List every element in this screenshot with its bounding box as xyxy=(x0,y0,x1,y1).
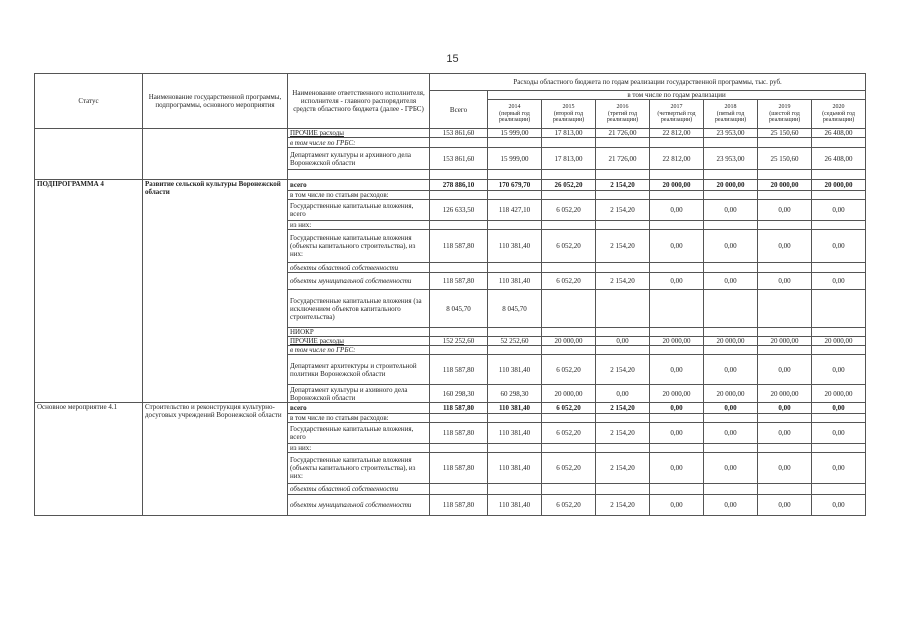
year-value-cell xyxy=(542,191,596,200)
year-value-cell xyxy=(758,138,812,148)
total-cell: 278 886,10 xyxy=(430,180,488,191)
year-value-cell: 2 154,20 xyxy=(596,180,650,191)
header-year-value: 2020 xyxy=(832,104,845,111)
year-value-cell xyxy=(704,290,758,328)
row-label: объекты муниципальной собственности xyxy=(288,273,430,290)
header-total: Всего xyxy=(430,91,488,129)
year-value-cell: 20 000,00 xyxy=(650,337,704,346)
year-value-cell: 2 154,20 xyxy=(596,453,650,484)
year-value-cell: 0,00 xyxy=(758,200,812,221)
name-cell: Строительство и реконструкция культурно-досуговых учреждений Воронежской области xyxy=(143,403,288,516)
year-value-cell: 6 052,20 xyxy=(542,273,596,290)
year-value-cell xyxy=(812,170,866,180)
row-label: Государственные капитальные вложения (за исключением объектов капитального строительства) xyxy=(288,290,430,328)
year-value-cell: 20 000,00 xyxy=(758,337,812,346)
row-label xyxy=(288,170,430,180)
year-value-cell: 0,00 xyxy=(812,423,866,444)
year-value-cell xyxy=(758,221,812,230)
year-value-cell xyxy=(596,414,650,423)
year-value-cell xyxy=(596,290,650,328)
year-value-cell: 2 154,20 xyxy=(596,355,650,385)
total-cell xyxy=(430,484,488,495)
year-value-cell xyxy=(488,170,542,180)
year-value-cell xyxy=(812,191,866,200)
year-value-cell xyxy=(812,414,866,423)
year-value-cell xyxy=(812,221,866,230)
header-year-note: (первый год реализации) xyxy=(498,110,531,124)
name-cell xyxy=(143,129,288,180)
year-value-cell: 20 000,00 xyxy=(758,180,812,191)
header-year-value: 2014 xyxy=(508,104,521,111)
total-cell: 118 587,80 xyxy=(430,355,488,385)
year-value-cell: 110 381,40 xyxy=(488,453,542,484)
status-cell xyxy=(35,129,143,180)
year-value-cell: 21 726,00 xyxy=(596,148,650,170)
header-year-2016 xyxy=(596,100,650,129)
row-label: всего xyxy=(288,180,430,191)
year-value-cell xyxy=(812,346,866,355)
year-value-cell: 110 381,40 xyxy=(488,403,542,414)
header-executor: Наименование ответственного исполнителя, исполнителя - главного распорядителя средств областного бюджета (далее - ГРБС) xyxy=(288,74,430,129)
year-value-cell: 0,00 xyxy=(704,355,758,385)
year-value-cell xyxy=(758,290,812,328)
year-value-cell: 21 726,00 xyxy=(596,129,650,138)
name-cell: Развитие сельской культуры Воронежской области xyxy=(143,180,288,403)
row-label: Государственные капитальные вложения (объекты капитального строительства), из них: xyxy=(288,453,430,484)
year-value-cell xyxy=(704,328,758,337)
year-value-cell: 6 052,20 xyxy=(542,355,596,385)
year-value-cell: 6 052,20 xyxy=(542,230,596,263)
header-year-2017 xyxy=(650,100,704,129)
year-value-cell: 0,00 xyxy=(812,200,866,221)
year-value-cell: 20 000,00 xyxy=(812,337,866,346)
year-value-cell xyxy=(758,484,812,495)
year-value-cell xyxy=(704,170,758,180)
row-label: из них: xyxy=(288,444,430,453)
total-cell xyxy=(430,263,488,273)
year-value-cell: 0,00 xyxy=(704,230,758,263)
row-label: Департамент архитектуры и строительной политики Воронежской области xyxy=(288,355,430,385)
total-cell: 118 587,80 xyxy=(430,230,488,263)
year-value-cell xyxy=(596,263,650,273)
year-value-cell xyxy=(704,484,758,495)
header-year-2014 xyxy=(488,100,542,129)
header-by-years: в том числе по годам реализации xyxy=(488,91,866,100)
row-label: ПРОЧИЕ расходы xyxy=(288,337,430,346)
row-label: Государственные капитальные вложения (объекты капитального строительства), из них: xyxy=(288,230,430,263)
year-value-cell: 20 000,00 xyxy=(542,385,596,403)
year-value-cell xyxy=(596,444,650,453)
header-year-value: 2015 xyxy=(562,104,575,111)
total-cell: 152 252,60 xyxy=(430,337,488,346)
year-value-cell: 0,00 xyxy=(650,355,704,385)
year-value-cell xyxy=(704,191,758,200)
year-value-cell: 110 381,40 xyxy=(488,230,542,263)
year-value-cell: 2 154,20 xyxy=(596,423,650,444)
year-value-cell xyxy=(650,328,704,337)
year-value-cell: 23 953,00 xyxy=(704,129,758,138)
row-label: в том числе по статьям расходов: xyxy=(288,414,430,423)
row-label: Государственные капитальные вложения, всего xyxy=(288,200,430,221)
total-cell: 118 587,80 xyxy=(430,273,488,290)
year-value-cell: 0,00 xyxy=(758,423,812,444)
total-cell xyxy=(430,414,488,423)
row-label: в том числе по ГРБС: xyxy=(288,346,430,355)
year-value-cell: 2 154,20 xyxy=(596,200,650,221)
total-cell xyxy=(430,346,488,355)
year-value-cell: 20 000,00 xyxy=(812,180,866,191)
header-year-value: 2016 xyxy=(616,104,629,111)
year-value-cell xyxy=(596,484,650,495)
year-value-cell xyxy=(704,138,758,148)
year-value-cell: 26 408,00 xyxy=(812,148,866,170)
year-value-cell xyxy=(758,328,812,337)
year-value-cell xyxy=(704,414,758,423)
year-value-cell: 0,00 xyxy=(758,230,812,263)
year-value-cell: 110 381,40 xyxy=(488,355,542,385)
year-value-cell xyxy=(542,328,596,337)
row-label: объекты областной собственности xyxy=(288,484,430,495)
year-value-cell: 2 154,20 xyxy=(596,273,650,290)
year-value-cell xyxy=(542,484,596,495)
total-cell xyxy=(430,170,488,180)
status-cell: Основное мероприятие 4.1 xyxy=(35,403,143,516)
header-year-2019 xyxy=(758,100,812,129)
year-value-cell xyxy=(488,414,542,423)
year-value-cell: 2 154,20 xyxy=(596,495,650,516)
year-value-cell xyxy=(812,138,866,148)
year-value-cell xyxy=(758,191,812,200)
year-value-cell xyxy=(812,263,866,273)
total-cell: 118 587,80 xyxy=(430,423,488,444)
page-number: 15 xyxy=(446,53,459,65)
year-value-cell: 0,00 xyxy=(650,453,704,484)
year-value-cell xyxy=(812,328,866,337)
year-value-cell xyxy=(758,263,812,273)
total-cell: 8 045,70 xyxy=(430,290,488,328)
year-value-cell: 0,00 xyxy=(812,355,866,385)
header-year-2020 xyxy=(812,100,866,129)
header-expenses: Расходы областного бюджета по годам реализации государственной программы, тыс. руб. xyxy=(430,74,866,91)
year-value-cell xyxy=(596,221,650,230)
year-value-cell xyxy=(542,414,596,423)
header-status: Статус xyxy=(35,74,143,129)
total-cell: 118 587,80 xyxy=(430,403,488,414)
year-value-cell: 110 381,40 xyxy=(488,423,542,444)
year-value-cell xyxy=(596,170,650,180)
year-value-cell: 6 052,20 xyxy=(542,495,596,516)
year-value-cell: 0,00 xyxy=(812,230,866,263)
year-value-cell xyxy=(488,221,542,230)
year-value-cell xyxy=(542,290,596,328)
total-cell xyxy=(430,328,488,337)
table-row xyxy=(35,129,866,138)
header-year-note: (четвертый год реализации) xyxy=(657,110,696,124)
total-cell: 153 861,60 xyxy=(430,148,488,170)
year-value-cell xyxy=(650,346,704,355)
header-year-value: 2017 xyxy=(670,104,683,111)
header-year-note: (шестой год реализации) xyxy=(768,110,801,124)
row-label: объекты областной собственности xyxy=(288,263,430,273)
header-year-2015 xyxy=(542,100,596,129)
year-value-cell xyxy=(542,138,596,148)
year-value-cell: 0,00 xyxy=(812,273,866,290)
year-value-cell: 6 052,20 xyxy=(542,200,596,221)
year-value-cell: 6 052,20 xyxy=(542,423,596,444)
year-value-cell xyxy=(488,263,542,273)
year-value-cell: 0,00 xyxy=(650,230,704,263)
year-value-cell xyxy=(704,263,758,273)
year-value-cell: 26 408,00 xyxy=(812,129,866,138)
year-value-cell xyxy=(704,346,758,355)
year-value-cell: 20 000,00 xyxy=(542,337,596,346)
row-label: ПРОЧИЕ расходы xyxy=(288,129,430,138)
year-value-cell: 0,00 xyxy=(704,273,758,290)
year-value-cell: 0,00 xyxy=(812,453,866,484)
year-value-cell: 17 813,00 xyxy=(542,129,596,138)
year-value-cell: 0,00 xyxy=(758,355,812,385)
year-value-cell xyxy=(650,414,704,423)
total-cell xyxy=(430,221,488,230)
table-body xyxy=(35,129,866,516)
year-value-cell xyxy=(488,191,542,200)
table-row xyxy=(35,180,866,191)
year-value-cell: 0,00 xyxy=(596,337,650,346)
year-value-cell: 25 150,60 xyxy=(758,148,812,170)
total-cell: 160 298,30 xyxy=(430,385,488,403)
year-value-cell xyxy=(650,191,704,200)
year-value-cell: 110 381,40 xyxy=(488,273,542,290)
total-cell: 153 861,60 xyxy=(430,129,488,138)
year-value-cell xyxy=(542,170,596,180)
year-value-cell xyxy=(758,346,812,355)
year-value-cell: 110 381,40 xyxy=(488,495,542,516)
year-value-cell xyxy=(650,290,704,328)
year-value-cell: 60 298,30 xyxy=(488,385,542,403)
year-value-cell xyxy=(596,191,650,200)
header-year-note: (седьмой год реализации) xyxy=(822,110,855,124)
row-label: объекты муниципальной собственности xyxy=(288,495,430,516)
year-value-cell xyxy=(488,346,542,355)
year-value-cell xyxy=(812,290,866,328)
year-value-cell xyxy=(812,444,866,453)
year-value-cell: 2 154,20 xyxy=(596,230,650,263)
year-value-cell: 22 812,00 xyxy=(650,148,704,170)
year-value-cell: 23 953,00 xyxy=(704,148,758,170)
year-value-cell: 15 999,00 xyxy=(488,148,542,170)
year-value-cell: 20 000,00 xyxy=(704,337,758,346)
row-label: Государственные капитальные вложения, всего xyxy=(288,423,430,444)
year-value-cell: 0,00 xyxy=(704,495,758,516)
year-value-cell: 25 150,60 xyxy=(758,129,812,138)
year-value-cell: 6 052,20 xyxy=(542,403,596,414)
year-value-cell xyxy=(650,444,704,453)
year-value-cell: 20 000,00 xyxy=(650,180,704,191)
year-value-cell xyxy=(650,170,704,180)
year-value-cell: 118 427,10 xyxy=(488,200,542,221)
year-value-cell xyxy=(704,221,758,230)
year-value-cell: 0,00 xyxy=(704,403,758,414)
header-name: Наименование государственной программы, подпрограммы, основного мероприятия xyxy=(143,74,288,129)
row-label: в том числе по статьям расходов: xyxy=(288,191,430,200)
year-value-cell xyxy=(596,346,650,355)
year-value-cell: 0,00 xyxy=(596,385,650,403)
year-value-cell: 0,00 xyxy=(758,495,812,516)
year-value-cell: 26 052,20 xyxy=(542,180,596,191)
year-value-cell xyxy=(488,484,542,495)
year-value-cell: 20 000,00 xyxy=(704,385,758,403)
year-value-cell: 0,00 xyxy=(758,273,812,290)
year-value-cell xyxy=(488,138,542,148)
table-row xyxy=(35,403,866,414)
total-cell xyxy=(430,191,488,200)
year-value-cell xyxy=(488,444,542,453)
year-value-cell xyxy=(650,263,704,273)
year-value-cell xyxy=(542,263,596,273)
year-value-cell xyxy=(758,414,812,423)
year-value-cell: 0,00 xyxy=(812,403,866,414)
total-cell: 126 633,50 xyxy=(430,200,488,221)
year-value-cell xyxy=(650,138,704,148)
year-value-cell xyxy=(542,221,596,230)
year-value-cell: 20 000,00 xyxy=(758,385,812,403)
year-value-cell: 0,00 xyxy=(704,423,758,444)
total-cell: 118 587,80 xyxy=(430,453,488,484)
year-value-cell xyxy=(758,444,812,453)
year-value-cell: 8 045,70 xyxy=(488,290,542,328)
year-value-cell: 0,00 xyxy=(812,495,866,516)
year-value-cell: 0,00 xyxy=(650,495,704,516)
year-value-cell xyxy=(542,444,596,453)
year-value-cell xyxy=(812,484,866,495)
year-value-cell: 170 679,70 xyxy=(488,180,542,191)
header-year-2018 xyxy=(704,100,758,129)
total-cell: 118 587,80 xyxy=(430,495,488,516)
year-value-cell: 0,00 xyxy=(650,273,704,290)
year-value-cell: 0,00 xyxy=(704,200,758,221)
year-value-cell: 52 252,60 xyxy=(488,337,542,346)
year-value-cell: 0,00 xyxy=(704,453,758,484)
year-value-cell xyxy=(596,138,650,148)
year-value-cell xyxy=(542,346,596,355)
year-value-cell: 0,00 xyxy=(650,200,704,221)
header-year-note: (третий год реализации) xyxy=(606,110,639,124)
row-label: Департамент культуры и архивного дела Воронежской области xyxy=(288,148,430,170)
header-year-value: 2018 xyxy=(724,104,737,111)
year-value-cell: 20 000,00 xyxy=(650,385,704,403)
year-value-cell: 0,00 xyxy=(758,453,812,484)
year-value-cell: 17 813,00 xyxy=(542,148,596,170)
year-value-cell xyxy=(596,328,650,337)
year-value-cell: 0,00 xyxy=(758,403,812,414)
year-value-cell: 20 000,00 xyxy=(812,385,866,403)
total-cell xyxy=(430,138,488,148)
year-value-cell: 6 052,20 xyxy=(542,453,596,484)
year-value-cell xyxy=(488,328,542,337)
year-value-cell: 2 154,20 xyxy=(596,403,650,414)
status-cell: ПОДПРОГРАММА 4 xyxy=(35,180,143,403)
year-value-cell: 20 000,00 xyxy=(704,180,758,191)
row-label: из них: xyxy=(288,221,430,230)
header-year-note: (пятый год реализации) xyxy=(714,110,747,124)
row-label: в том числе по ГРБС: xyxy=(288,138,430,148)
year-value-cell: 0,00 xyxy=(650,403,704,414)
year-value-cell: 15 999,00 xyxy=(488,129,542,138)
row-label: всего xyxy=(288,403,430,414)
header-year-value: 2019 xyxy=(778,104,791,111)
total-cell xyxy=(430,444,488,453)
year-value-cell xyxy=(650,484,704,495)
year-value-cell xyxy=(650,221,704,230)
year-value-cell: 22 812,00 xyxy=(650,129,704,138)
year-value-cell xyxy=(704,444,758,453)
year-value-cell xyxy=(758,170,812,180)
year-value-cell: 0,00 xyxy=(650,423,704,444)
row-label: НИОКР xyxy=(288,328,430,337)
budget-table xyxy=(34,73,866,516)
header-year-note: (второй год реализации) xyxy=(552,110,585,124)
row-label: Департамент культуры и ахивного дела Воронежской области xyxy=(288,385,430,403)
